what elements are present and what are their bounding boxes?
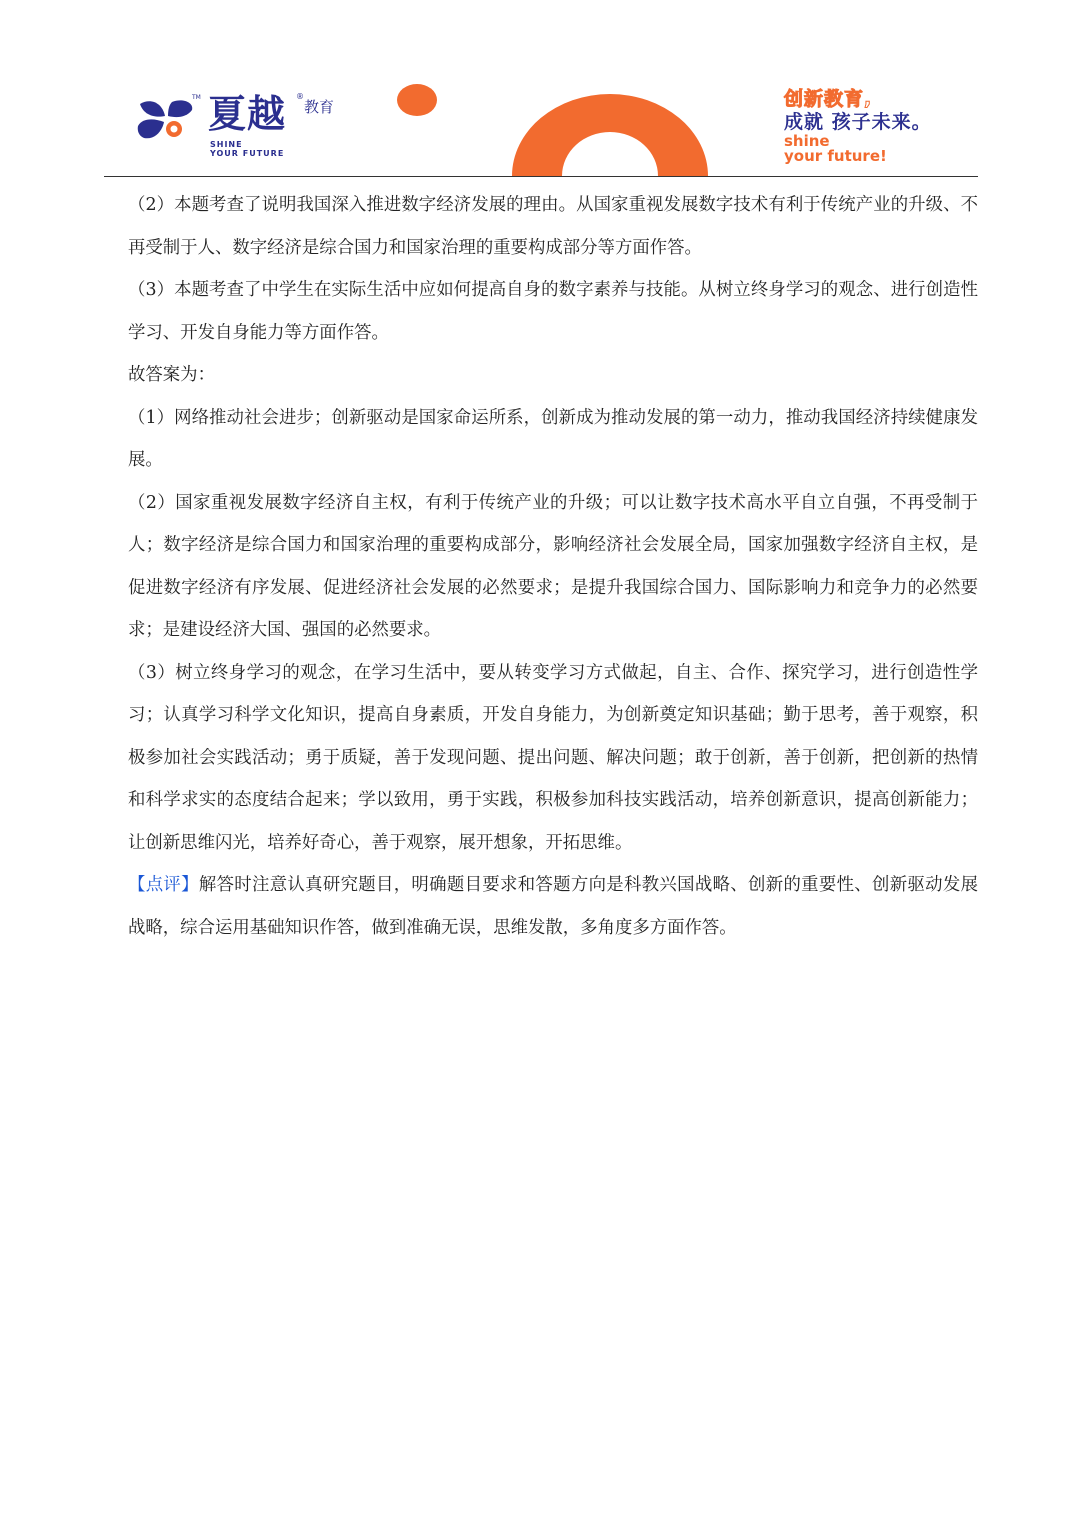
comment-text: 解答时注意认真研究题目，明确题目要求和答题方向是科教兴国战略、创新的重要性、创新驱动发展战略，综合运用基础知识作答，做到准确无误，思维发散，多角度多方面作答。 [128,875,978,938]
slogan-line-1: 创新教育, [784,88,873,110]
header-divider [104,176,978,177]
slogan-line-2: 成就 孩子未来。 [784,111,932,133]
comment-tag: 【点评】 [128,875,199,895]
trademark-mark: TM [192,94,201,101]
butterfly-logo-icon [134,96,200,144]
logo-suffix: 教育 [304,98,335,116]
comment-paragraph [128,864,978,949]
logo-text: 夏越 [208,92,287,136]
slogan-line-4: your future! [784,147,887,165]
slogan [784,88,984,164]
page-header [0,0,1080,178]
analysis-paragraph-3: （3）本题考查了中学生在实际生活中应如何提高自身的数字素养与技能。从树立终身学习的观念、进行创造性学习、开发自身能力等方面作答。 [128,280,978,343]
answer-paragraph-1: （1）网络推动社会进步；创新驱动是国家命运所系，创新成为推动发展的第一动力，推动我国经济持续健康发展。 [128,407,978,470]
brand-logo [134,92,374,162]
answer-paragraph-2: （2）国家重视发展数字经济自主权，有利于传统产业的升级；可以让数字技术高水平自立自强，不再受制于人；数字经济是综合国力和国家治理的重要构成部分，影响经济社会发展全局，国家加强数字经济自主权，是促进数字经济有序发展、促进经济社会发展的必然要求；是提升我国综合国力、国际影响力和竞争力的必然要求；是建设经济大国、强国的必然要求。 [128,492,978,640]
orange-arc-decoration [512,94,708,176]
analysis-paragraph-2: （2）本题考查了说明我国深入推进数字经济发展的理由。从国家重视发展数字技术有利于传统产业的升级、不再受制于人、数字经济是综合国力和国家治理的重要构成部分等方面作答。 [128,195,978,258]
answer-content [128,184,978,949]
answer-paragraph-3: （3）树立终身学习的观念，在学习生活中，要从转变学习方式做起，自主、合作、探究学习，进行创造性学习；认真学习科学文化知识，提高自身素质，开发自身能力，为创新奠定知识基础；勤于思考，善于观察，积极参加社会实践活动；勇于质疑，善于发现问题、提出问题、解决问题；敢于创新，善于创新，把创新的热情和科学求实的态度结合起来；学以致用，勇于实践，积极参加科技实践活动，培养创新意识，提高创新能力；让创新思维闪光，培养好奇心，善于观察，展开想象，开拓思维。 [128,662,978,853]
logo-english: SHINE YOUR FUTURE [210,140,285,158]
slogan-line-3: shine [784,132,830,150]
answer-heading: 故答案为： [128,365,215,385]
registered-mark: ® [296,92,304,101]
orange-dot-decoration [397,84,437,116]
